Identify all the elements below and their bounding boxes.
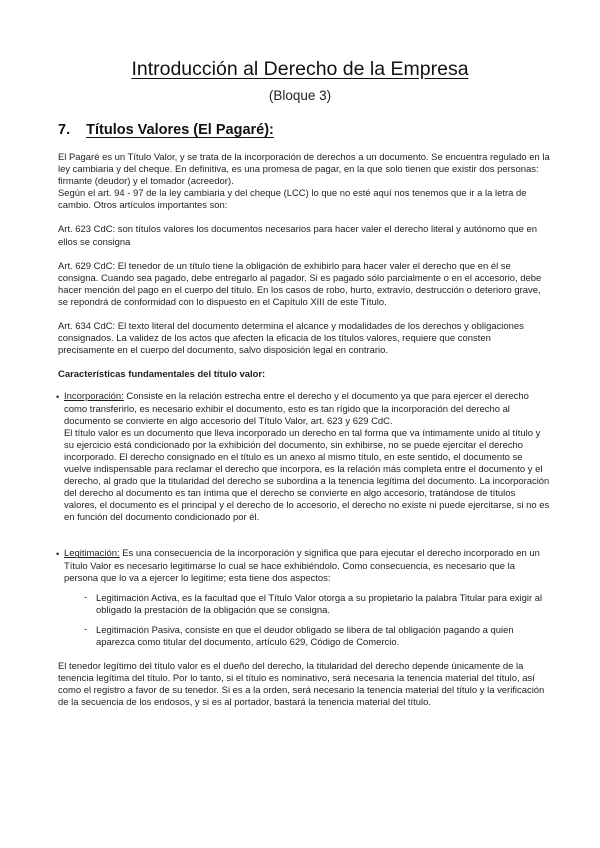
- section-number: 7.: [58, 122, 71, 138]
- bullet-marker: •: [56, 549, 60, 560]
- intro-paragraph: [58, 152, 550, 212]
- incorporacion-text: Consiste en la relación estrecha entre el derecho y el documento ya que para ejercer el derecho como transferirlo, es necesario exhibir el documento, esto es tan rígido que la incorporación del derecho al documento se convierte en algo accesorio del Título Valor, art. 623 y 629 CdC.: [64, 391, 529, 427]
- spacer: [58, 536, 550, 548]
- incorporacion-label: Incorporación:: [64, 391, 124, 403]
- section-heading: [58, 122, 274, 138]
- intro-text: El Pagaré es un Título Valor, y se trata de la incorporación de derechos a un documento. Se encuentra regulado en la ley cambiaria y del cheque. En definitiva, es una promesa de pagar, en la que solo tienen que existir dos personas: firmante (deudor) y el tomador (acreedor).: [58, 152, 550, 188]
- list-item: [64, 625, 550, 649]
- legitimacion-aspects-list: [64, 593, 550, 649]
- bullet-incorporacion: [58, 391, 550, 524]
- incorporacion-text-2: El título valor es un documento que lleva incorporado un derecho en tal forma que va íntimamente unido al título y su ejercicio está condicionado por la exhibición del documento, sin exhibirse, no se puede ejercitar el derecho incorporado. El derecho consignado en el título es un anexo al mismo título, en este sentido, el documento se vuelve indispensable para reclamar el derecho que incorpora, es la relación más completa entre el documento y el derecho, al grado que la titularidad del derecho se subordina a la tenencia legítima del documento. La incorporación del derecho al documento es tan íntima que el derecho se convierte en algo accesorio, tratándose de títulos valores, el documento es el principal y el derecho de lo accesorio, el derecho no existe ni puede ejercitarse, si no es en función del documento condicionado por él.: [64, 427, 550, 524]
- document-body: [58, 152, 550, 721]
- dash-marker: -: [84, 623, 88, 635]
- bullet-marker: •: [56, 392, 60, 403]
- legitimacion-label: Legitimación:: [64, 548, 120, 560]
- bullet-legitimacion: [58, 548, 550, 649]
- legitimacion-text: Es una consecuencia de la incorporación y significa que para ejecutar el derecho incorporado en un Título Valor es necesario legitimarse lo cual se hace exhibiéndolo. Como consecuencia, es necesario que la persona que lo va a ejercer lo legitime; esta tiene dos aspectos:: [64, 548, 540, 584]
- intro-text-2: Según el art. 94 - 97 de la ley cambiaria y del cheque (LCC) lo que no esté aquí nos tenemos que ir a la letra de cambio. Otros artículos importantes son:: [58, 188, 527, 212]
- legitimacion-activa-text: Legitimación Activa, es la facultad que el Título Valor otorga a su propietario la palabra Titular para exigir al obligado la prestación de la obligación que se consigna.: [96, 592, 543, 616]
- legitimacion-pasiva-text: Legitimación Pasiva, consiste en que el deudor obligado se libera de tal obligación pagando a quien aparezca como titular del documento, artículo 629, Código de Comercio.: [96, 624, 514, 648]
- section-title: Títulos Valores (El Pagaré):: [86, 122, 274, 138]
- document-title: Introducción al Derecho de la Empresa: [131, 58, 469, 80]
- incorporacion-paragraph: [64, 391, 550, 524]
- article-623-paragraph: Art. 623 CdC: son títulos valores los documentos necesarios para hacer valer el derecho literal y autónomo que en ellos se consigna: [58, 224, 537, 248]
- characteristics-heading: Características fundamentales del título valor:: [58, 369, 266, 381]
- closing-paragraph: El tenedor legítimo del título valor es el dueño del derecho, la titularidad del derecho depende únicamente de la tenencia legítima del título. Por lo tanto, si el título es nominativo, será necesaria la tenencia material del título, así como el registro a favor de su tenedor. Si es a la orden, será necesario la tenencia material del título y la verificación de la secuencia de los endosos, y si es al portador, bastará la tenencia material del título.: [58, 661, 545, 709]
- article-629-paragraph: Art. 629 CdC: El tenedor de un título tiene la obligación de exhibirlo para hacer valer el derecho que en él se consigna. Cuando sea pagado, debe entregarlo al pagador. Si es pagado sólo parcialmente o en el accesorio, debe hacer mención del pago en el cuerpo del título. En los casos de robo, hurto, extravío, destrucción o deterioro grave, se repondrá de conformidad con lo dispuesto en el Capítulo XIII de este Título.: [58, 260, 542, 308]
- article-634-paragraph: Art. 634 CdC: El texto literal del documento determina el alcance y modalidades de los derechos y obligaciones consignados. La validez de los actos que afecten la eficacia de los títulos valores, requiere que consten precisamente en el cuerpo del documento, salvo disposición legal en contrario.: [58, 321, 524, 357]
- dash-marker: -: [84, 591, 88, 603]
- legitimacion-paragraph: [64, 548, 550, 584]
- document-subtitle: (Bloque 3): [268, 88, 332, 103]
- list-item: [64, 593, 550, 617]
